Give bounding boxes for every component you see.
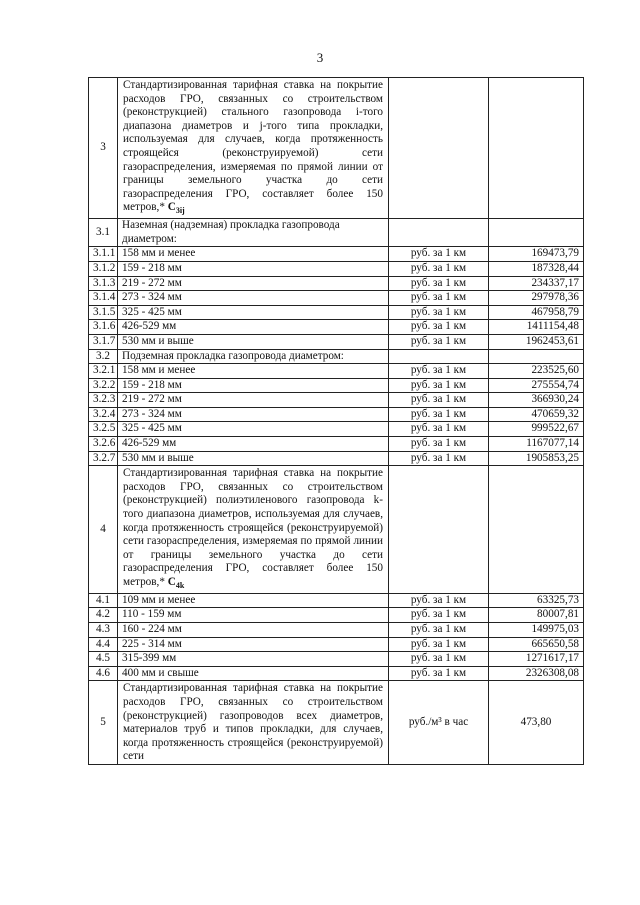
value-cell: 187328,44 bbox=[489, 261, 584, 276]
rate-code-letter: C bbox=[167, 201, 176, 214]
value-cell: 2326308,08 bbox=[489, 666, 584, 681]
unit-cell: руб. за 1 км bbox=[389, 378, 489, 393]
item-number: 4.2 bbox=[89, 608, 118, 623]
unit-cell: руб. за 1 км bbox=[389, 305, 489, 320]
item-number: 3.1.5 bbox=[89, 305, 118, 320]
table-row bbox=[89, 378, 584, 393]
table-row bbox=[89, 247, 584, 262]
table-row bbox=[89, 623, 584, 638]
value-cell: 223525,60 bbox=[489, 364, 584, 379]
tariff-table-body bbox=[89, 78, 584, 765]
item-number: 4.3 bbox=[89, 623, 118, 638]
table-row bbox=[89, 276, 584, 291]
rate-code bbox=[167, 201, 185, 216]
rate-code bbox=[167, 576, 185, 591]
item-number: 3.2.1 bbox=[89, 364, 118, 379]
value-cell: 149975,03 bbox=[489, 623, 584, 638]
item-number: 3.1.7 bbox=[89, 334, 118, 349]
item-description: 159 - 218 мм bbox=[118, 261, 389, 276]
item-number: 4.1 bbox=[89, 593, 118, 608]
tariff-table bbox=[88, 77, 584, 765]
unit-cell: руб. за 1 км bbox=[389, 247, 489, 262]
item-description: 109 мм и менее bbox=[118, 593, 389, 608]
item-description bbox=[118, 681, 389, 765]
value-cell: 470659,32 bbox=[489, 407, 584, 422]
value-cell: 1962453,61 bbox=[489, 334, 584, 349]
item-number: 3.2.2 bbox=[89, 378, 118, 393]
unit-cell: руб. за 1 км bbox=[389, 261, 489, 276]
unit-cell: руб. за 1 км bbox=[389, 593, 489, 608]
unit-cell: руб. за 1 км bbox=[389, 637, 489, 652]
unit-cell: руб. за 1 км bbox=[389, 623, 489, 638]
item-number: 3.1.4 bbox=[89, 291, 118, 306]
item-number: 3.1.6 bbox=[89, 320, 118, 335]
subsection-row bbox=[89, 349, 584, 364]
item-number: 3.2.4 bbox=[89, 407, 118, 422]
item-description: 530 мм и выше bbox=[118, 334, 389, 349]
item-description: 426-529 мм bbox=[118, 437, 389, 452]
table-row bbox=[89, 652, 584, 667]
rate-code-subscript: 3ij bbox=[175, 206, 185, 216]
table-row bbox=[89, 451, 584, 466]
table-row bbox=[89, 637, 584, 652]
table-row bbox=[89, 422, 584, 437]
value-cell: 999522,67 bbox=[489, 422, 584, 437]
value-cell bbox=[489, 78, 584, 219]
item-description: 219 - 272 мм bbox=[118, 276, 389, 291]
unit-cell: руб. за 1 км bbox=[389, 320, 489, 335]
item-description: 225 - 314 мм bbox=[118, 637, 389, 652]
item-description: 325 - 425 мм bbox=[118, 305, 389, 320]
item-description: 158 мм и менее bbox=[118, 364, 389, 379]
value-cell: 80007,81 bbox=[489, 608, 584, 623]
unit-cell: руб. за 1 км bbox=[389, 666, 489, 681]
section-header-row bbox=[89, 78, 584, 219]
item-number: 3.1 bbox=[89, 219, 118, 247]
value-cell bbox=[489, 219, 584, 247]
item-number: 3.1.3 bbox=[89, 276, 118, 291]
rate-code-subscript: 4k bbox=[175, 581, 185, 591]
item-description bbox=[118, 78, 389, 219]
table-row bbox=[89, 608, 584, 623]
item-description: 219 - 272 мм bbox=[118, 393, 389, 408]
table-row bbox=[89, 393, 584, 408]
item-description: 400 мм и свыше bbox=[118, 666, 389, 681]
item-number: 3.2.6 bbox=[89, 437, 118, 452]
item-number: 3.2.7 bbox=[89, 451, 118, 466]
item-number: 3.2.3 bbox=[89, 393, 118, 408]
item-description: 160 - 224 мм bbox=[118, 623, 389, 638]
unit-cell bbox=[389, 466, 489, 594]
unit-cell: руб. за 1 км bbox=[389, 291, 489, 306]
value-cell: 467958,79 bbox=[489, 305, 584, 320]
value-cell: 275554,74 bbox=[489, 378, 584, 393]
rate-code-letter: C bbox=[167, 576, 176, 589]
item-description: Наземная (надземная) прокладка газопровода диаметром: bbox=[118, 219, 389, 247]
item-description: 273 - 324 мм bbox=[118, 291, 389, 306]
item-number: 4.4 bbox=[89, 637, 118, 652]
value-cell bbox=[489, 466, 584, 594]
unit-cell: руб. за 1 км bbox=[389, 451, 489, 466]
table-row bbox=[89, 593, 584, 608]
item-number: 3.1.2 bbox=[89, 261, 118, 276]
item-description: 158 мм и менее bbox=[118, 247, 389, 262]
item-number: 3 bbox=[89, 78, 118, 219]
item-description: 530 мм и выше bbox=[118, 451, 389, 466]
value-cell: 234337,17 bbox=[489, 276, 584, 291]
table-row bbox=[89, 364, 584, 379]
table-row bbox=[89, 261, 584, 276]
item-number: 3.2.5 bbox=[89, 422, 118, 437]
unit-cell: руб. за 1 км bbox=[389, 364, 489, 379]
value-cell: 366930,24 bbox=[489, 393, 584, 408]
unit-cell: руб. за 1 км bbox=[389, 422, 489, 437]
subsection-row bbox=[89, 219, 584, 247]
value-cell: 63325,73 bbox=[489, 593, 584, 608]
unit-cell bbox=[389, 349, 489, 364]
value-cell: 1905853,25 bbox=[489, 451, 584, 466]
item-number: 3.2 bbox=[89, 349, 118, 364]
value-cell: 473,80 bbox=[489, 681, 584, 765]
table-row bbox=[89, 334, 584, 349]
value-cell: 297978,36 bbox=[489, 291, 584, 306]
table-row bbox=[89, 407, 584, 422]
unit-cell: руб. за 1 км bbox=[389, 608, 489, 623]
unit-cell: руб. за 1 км bbox=[389, 407, 489, 422]
item-description: 273 - 324 мм bbox=[118, 407, 389, 422]
unit-cell: руб. за 1 км bbox=[389, 393, 489, 408]
item-description: 159 - 218 мм bbox=[118, 378, 389, 393]
item-description: 325 - 425 мм bbox=[118, 422, 389, 437]
item-number: 4 bbox=[89, 466, 118, 594]
item-description: 110 - 159 мм bbox=[118, 608, 389, 623]
unit-cell: руб. за 1 км bbox=[389, 276, 489, 291]
item-description: 315-399 мм bbox=[118, 652, 389, 667]
item-description: 426-529 мм bbox=[118, 320, 389, 335]
value-cell: 169473,79 bbox=[489, 247, 584, 262]
item-description bbox=[118, 466, 389, 594]
table-row bbox=[89, 320, 584, 335]
unit-cell: руб. за 1 км bbox=[389, 334, 489, 349]
section-header-row bbox=[89, 466, 584, 594]
unit-cell bbox=[389, 219, 489, 247]
value-cell: 1271617,17 bbox=[489, 652, 584, 667]
table-row bbox=[89, 666, 584, 681]
unit-cell: руб. за 1 км bbox=[389, 437, 489, 452]
unit-cell: руб./м³ в час bbox=[389, 681, 489, 765]
item-number: 4.5 bbox=[89, 652, 118, 667]
table-row bbox=[89, 291, 584, 306]
item-description: Подземная прокладка газопровода диаметром: bbox=[118, 349, 389, 364]
item-number: 3.1.1 bbox=[89, 247, 118, 262]
description-text: Стандартизированная тарифная ставка на покрытие расходов ГРО, связанных со строительством (реконструкцией) полиэтиленового газопровода k-того диапазона диаметров, используемая для случаев, когда протяженность строящейся (реконструируемой) сети газораспределения, измеряемая по прямой линии от границы земельного участка до сети газораспределения ГРО, составляет более 150 метров,* bbox=[123, 467, 383, 589]
item-number: 4.6 bbox=[89, 666, 118, 681]
value-cell: 1411154,48 bbox=[489, 320, 584, 335]
description-text: Стандартизированная тарифная ставка на покрытие расходов ГРО, связанных со строительством (реконструкцией) газопроводов всех диаметров, материалов труб и типов прокладки, для случаев, когда протяженность строящейся (реконструируемой) сети bbox=[123, 682, 383, 763]
item-number: 5 bbox=[89, 681, 118, 765]
description-text: Стандартизированная тарифная ставка на покрытие расходов ГРО, связанных со строительством (реконструкцией) стального газопровода i-того диапазона диаметров и j-того типа прокладки, используемая для случаев, когда протяженность строящейся (реконструируемой) сети газораспределения, измеряемая по прямой линии от границы земельного участка до сети газораспределения ГРО, составляет более 150 метров,* bbox=[123, 79, 383, 214]
table-row bbox=[89, 305, 584, 320]
section-header-row bbox=[89, 681, 584, 765]
unit-cell: руб. за 1 км bbox=[389, 652, 489, 667]
value-cell: 1167077,14 bbox=[489, 437, 584, 452]
value-cell bbox=[489, 349, 584, 364]
table-row bbox=[89, 437, 584, 452]
value-cell: 665650,58 bbox=[489, 637, 584, 652]
page-number: 3 bbox=[316, 50, 324, 65]
unit-cell bbox=[389, 78, 489, 219]
